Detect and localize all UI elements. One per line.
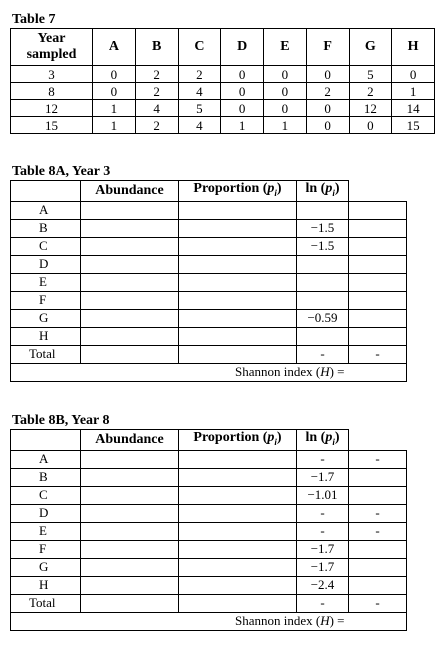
abundance-cell bbox=[81, 504, 179, 522]
proportion-cell bbox=[179, 201, 297, 219]
proportion-cell bbox=[179, 255, 297, 273]
ln-cell bbox=[297, 291, 349, 309]
table8b-species-row bbox=[11, 468, 407, 486]
species-label: H bbox=[11, 327, 81, 345]
proportion-header: Proportion $(p_i)$ bbox=[179, 181, 297, 202]
count-cell: 2 bbox=[349, 83, 392, 100]
extra-col-header bbox=[349, 430, 407, 451]
count-cell: 1 bbox=[93, 117, 136, 134]
count-cell: 0 bbox=[221, 66, 264, 83]
shannon-value-cell bbox=[349, 612, 407, 630]
species-header: C bbox=[178, 29, 221, 66]
count-cell: 4 bbox=[135, 100, 178, 117]
species-label: H bbox=[11, 576, 81, 594]
ln-header: $\ln (p_i)$ bbox=[297, 430, 349, 451]
table7-row bbox=[11, 117, 435, 134]
extra-cell bbox=[349, 201, 407, 219]
species-header: A bbox=[93, 29, 136, 66]
extra-cell bbox=[349, 237, 407, 255]
proportion-cell bbox=[179, 468, 297, 486]
ln-cell: −1.7 bbox=[297, 540, 349, 558]
total-abundance-cell bbox=[81, 594, 179, 612]
count-cell: 0 bbox=[306, 66, 349, 83]
table8a-species-row bbox=[11, 291, 407, 309]
abundance-cell bbox=[81, 309, 179, 327]
count-cell: 0 bbox=[93, 66, 136, 83]
abundance-cell bbox=[81, 291, 179, 309]
count-cell: 4 bbox=[178, 83, 221, 100]
count-cell: 0 bbox=[264, 100, 307, 117]
count-cell: 1 bbox=[93, 100, 136, 117]
extra-cell: - bbox=[349, 450, 407, 468]
extra-cell: - bbox=[349, 504, 407, 522]
ln-cell bbox=[297, 327, 349, 345]
proportion-header: Proportion $(p_i)$ bbox=[179, 430, 297, 451]
proportion-cell bbox=[179, 237, 297, 255]
abundance-cell bbox=[81, 450, 179, 468]
shannon-label-text: Shannon index ( bbox=[234, 364, 321, 380]
count-cell: 0 bbox=[306, 100, 349, 117]
total-proportion-cell bbox=[179, 345, 297, 363]
table8b-species-row bbox=[11, 522, 407, 540]
species-label: C bbox=[11, 237, 81, 255]
count-cell: 1 bbox=[264, 117, 307, 134]
ln-cell: −1.5 bbox=[297, 237, 349, 255]
abundance-cell bbox=[81, 576, 179, 594]
year-cell: 15 bbox=[11, 117, 93, 134]
extra-cell: - bbox=[349, 522, 407, 540]
abundance-cell bbox=[81, 201, 179, 219]
table8a-species-row bbox=[11, 201, 407, 219]
table8b-species-row bbox=[11, 504, 407, 522]
species-header: E bbox=[264, 29, 307, 66]
species-label: E bbox=[11, 273, 81, 291]
table8a-species-row bbox=[11, 273, 407, 291]
proportion-cell bbox=[179, 558, 297, 576]
proportion-cell bbox=[179, 486, 297, 504]
table7-header-row bbox=[11, 29, 435, 66]
count-cell: 0 bbox=[93, 83, 136, 100]
shannon-label-text: Shannon index ( bbox=[234, 613, 321, 629]
year-cell: 3 bbox=[11, 66, 93, 83]
table8b-species-row bbox=[11, 558, 407, 576]
proportion-cell bbox=[179, 291, 297, 309]
abundance-cell bbox=[81, 522, 179, 540]
extra-col-header bbox=[349, 181, 407, 202]
species-header: B bbox=[135, 29, 178, 66]
total-label: Total bbox=[11, 594, 81, 612]
species-label: F bbox=[11, 291, 81, 309]
total-abundance-cell bbox=[81, 345, 179, 363]
table7 bbox=[10, 28, 435, 134]
abundance-cell bbox=[81, 255, 179, 273]
table7-row bbox=[11, 83, 435, 100]
species-header: F bbox=[306, 29, 349, 66]
ln-cell: −0.59 bbox=[297, 309, 349, 327]
shannon-suffix: ) = bbox=[329, 613, 345, 629]
ln-header-var: $p_i$ bbox=[325, 181, 335, 198]
shannon-index-label bbox=[11, 363, 349, 381]
species-header: H bbox=[392, 29, 435, 66]
count-cell: 0 bbox=[221, 83, 264, 100]
table8a bbox=[10, 180, 407, 382]
table8b-caption: Table 8B, Year 8 bbox=[12, 413, 110, 428]
count-cell: 0 bbox=[264, 66, 307, 83]
count-cell: 15 bbox=[392, 117, 435, 134]
table8a-species-row bbox=[11, 327, 407, 345]
table8a-header-row bbox=[11, 181, 407, 202]
species-col-header bbox=[11, 181, 81, 202]
extra-cell bbox=[349, 468, 407, 486]
species-label: F bbox=[11, 540, 81, 558]
count-cell: 5 bbox=[349, 66, 392, 83]
proportion-cell bbox=[179, 540, 297, 558]
ln-cell: −2.4 bbox=[297, 576, 349, 594]
count-cell: 2 bbox=[306, 83, 349, 100]
extra-cell bbox=[349, 255, 407, 273]
ln-header-text: ln ( bbox=[305, 430, 326, 445]
ln-cell: −1.7 bbox=[297, 558, 349, 576]
count-cell: 1 bbox=[392, 83, 435, 100]
count-cell: 5 bbox=[178, 100, 221, 117]
shannon-var: H bbox=[320, 364, 330, 380]
count-cell: 0 bbox=[264, 83, 307, 100]
table8a-species-row bbox=[11, 309, 407, 327]
ln-cell: - bbox=[297, 450, 349, 468]
ln-header-text: ln ( bbox=[305, 181, 326, 196]
ln-cell: - bbox=[297, 504, 349, 522]
table8b-species-row bbox=[11, 576, 407, 594]
table7-row bbox=[11, 66, 435, 83]
ln-cell: −1.5 bbox=[297, 219, 349, 237]
proportion-cell bbox=[179, 450, 297, 468]
proportion-header-var: $p_i$ bbox=[267, 181, 277, 198]
total-extra-cell: - bbox=[349, 594, 407, 612]
extra-cell bbox=[349, 327, 407, 345]
table7-row bbox=[11, 100, 435, 117]
table8b-species-row bbox=[11, 450, 407, 468]
ln-cell: −1.01 bbox=[297, 486, 349, 504]
species-label: D bbox=[11, 504, 81, 522]
proportion-cell bbox=[179, 504, 297, 522]
table8b-species-row bbox=[11, 540, 407, 558]
total-label: Total bbox=[11, 345, 81, 363]
table8a-species-row bbox=[11, 219, 407, 237]
proportion-header-text: Proportion ( bbox=[193, 181, 268, 196]
table8a-total-row bbox=[11, 345, 407, 363]
total-ln-cell: - bbox=[297, 594, 349, 612]
extra-cell bbox=[349, 558, 407, 576]
ln-cell: - bbox=[297, 522, 349, 540]
proportion-header-text: Proportion ( bbox=[193, 430, 268, 445]
extra-cell bbox=[349, 219, 407, 237]
table8a-caption: Table 8A, Year 3 bbox=[12, 164, 111, 179]
extra-cell bbox=[349, 309, 407, 327]
ln-header-var: $p_i$ bbox=[325, 430, 335, 447]
total-extra-cell: - bbox=[349, 345, 407, 363]
count-cell: 0 bbox=[221, 100, 264, 117]
extra-cell bbox=[349, 540, 407, 558]
species-header: G bbox=[349, 29, 392, 66]
species-col-header bbox=[11, 430, 81, 451]
proportion-cell bbox=[179, 576, 297, 594]
species-label: A bbox=[11, 201, 81, 219]
ln-cell bbox=[297, 201, 349, 219]
table8b-total-row bbox=[11, 594, 407, 612]
species-label: B bbox=[11, 468, 81, 486]
species-header: D bbox=[221, 29, 264, 66]
ln-header: $\ln (p_i)$ bbox=[297, 181, 349, 202]
abundance-cell bbox=[81, 237, 179, 255]
table8b bbox=[10, 429, 407, 631]
species-label: E bbox=[11, 522, 81, 540]
count-cell: 0 bbox=[349, 117, 392, 134]
species-label: B bbox=[11, 219, 81, 237]
count-cell: 14 bbox=[392, 100, 435, 117]
abundance-cell bbox=[81, 558, 179, 576]
count-cell: 1 bbox=[221, 117, 264, 134]
abundance-cell bbox=[81, 468, 179, 486]
total-ln-cell: - bbox=[297, 345, 349, 363]
table8b-species-row bbox=[11, 486, 407, 504]
year-cell: 8 bbox=[11, 83, 93, 100]
abundance-cell bbox=[81, 486, 179, 504]
count-cell: 4 bbox=[178, 117, 221, 134]
extra-cell bbox=[349, 576, 407, 594]
species-label: G bbox=[11, 558, 81, 576]
extra-cell bbox=[349, 291, 407, 309]
shannon-index-label bbox=[11, 612, 349, 630]
species-label: D bbox=[11, 255, 81, 273]
proportion-cell bbox=[179, 309, 297, 327]
count-cell: 0 bbox=[306, 117, 349, 134]
year-cell: 12 bbox=[11, 100, 93, 117]
shannon-var: H bbox=[320, 613, 330, 629]
extra-cell bbox=[349, 486, 407, 504]
abundance-header: Abundance bbox=[81, 181, 179, 202]
abundance-header: Abundance bbox=[81, 430, 179, 451]
abundance-cell bbox=[81, 540, 179, 558]
year-sampled-header: Year sampled bbox=[11, 29, 93, 66]
count-cell: 12 bbox=[349, 100, 392, 117]
table7-caption: Table 7 bbox=[12, 12, 56, 27]
extra-cell bbox=[349, 273, 407, 291]
abundance-cell bbox=[81, 273, 179, 291]
shannon-value-cell bbox=[349, 363, 407, 381]
species-label: C bbox=[11, 486, 81, 504]
proportion-cell bbox=[179, 219, 297, 237]
table8a-shannon-row bbox=[11, 363, 407, 381]
proportion-cell bbox=[179, 522, 297, 540]
ln-cell bbox=[297, 273, 349, 291]
species-label: G bbox=[11, 309, 81, 327]
proportion-cell bbox=[179, 273, 297, 291]
species-label: A bbox=[11, 450, 81, 468]
ln-cell: −1.7 bbox=[297, 468, 349, 486]
abundance-cell bbox=[81, 219, 179, 237]
ln-cell bbox=[297, 255, 349, 273]
count-cell: 2 bbox=[178, 66, 221, 83]
count-cell: 2 bbox=[135, 117, 178, 134]
count-cell: 2 bbox=[135, 66, 178, 83]
table8b-header-row bbox=[11, 430, 407, 451]
count-cell: 0 bbox=[392, 66, 435, 83]
shannon-suffix: ) = bbox=[329, 364, 345, 380]
proportion-cell bbox=[179, 327, 297, 345]
table8b-shannon-row bbox=[11, 612, 407, 630]
total-proportion-cell bbox=[179, 594, 297, 612]
abundance-cell bbox=[81, 327, 179, 345]
table8a-species-row bbox=[11, 237, 407, 255]
count-cell: 2 bbox=[135, 83, 178, 100]
table8a-species-row bbox=[11, 255, 407, 273]
proportion-header-var: $p_i$ bbox=[267, 430, 277, 447]
